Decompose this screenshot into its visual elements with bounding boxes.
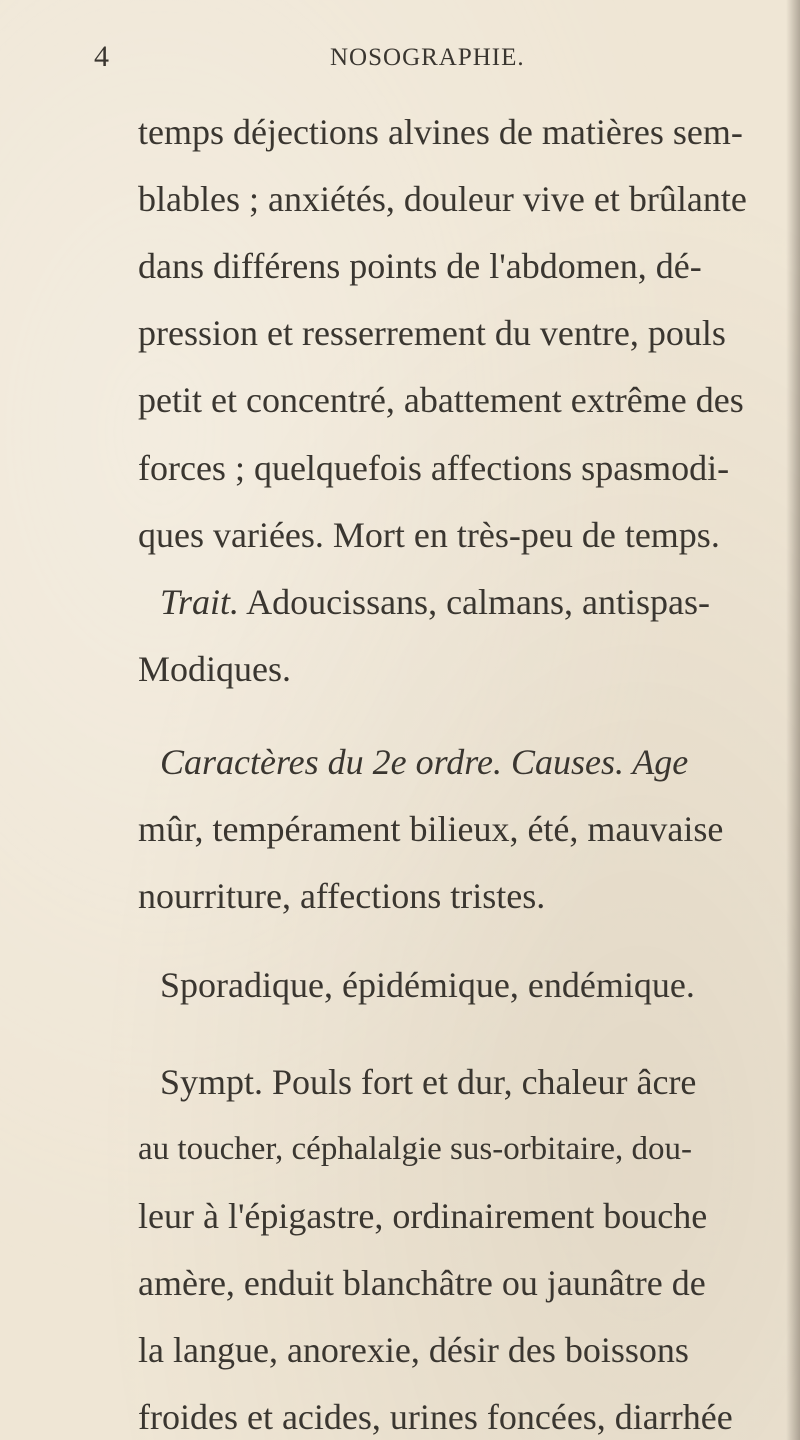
text-line: mûr, tempérament bilieux, été, mauvaise — [138, 809, 724, 849]
text-line: la langue, anorexie, désir des boissons — [138, 1330, 689, 1370]
treatment-text: Adoucissans, calmans, antispas- — [239, 582, 710, 622]
text-line: ques variées. Mort en très-peu de temps. — [138, 515, 720, 555]
page-number: 4 — [94, 40, 109, 73]
symptoms-line: Sympt. Pouls fort et dur, chaleur âcre — [160, 1062, 697, 1102]
text-line: leur à l'épigastre, ordinairement bouche — [138, 1196, 708, 1236]
text-line: blables ; anxiétés, douleur vive et brûlante — [138, 179, 747, 219]
text-line: au toucher, céphalalgie sus-orbitaire, dou- — [138, 1131, 692, 1167]
text-line: petit et concentré, abattement extrême des — [138, 380, 744, 420]
running-title: NOSOGRAPHIE. — [330, 44, 525, 71]
text-line: Sporadique, épidémique, endémique. — [160, 965, 695, 1005]
text-line: nourriture, affections tristes. — [138, 876, 546, 916]
treatment-label: Trait. — [160, 582, 240, 622]
text-line: dans différens points de l'abdomen, dé- — [138, 246, 702, 286]
text-line: pression et resserrement du ventre, pouls — [138, 313, 726, 353]
text-line: forces ; quelquefois affections spasmodi- — [138, 448, 730, 488]
text-line: froides et acides, urines foncées, diarrhée — [138, 1397, 733, 1437]
text-line: temps déjections alvines de matières sem- — [138, 112, 743, 152]
text-line: Modiques. — [138, 649, 291, 689]
section-heading-line: Caractères du 2e ordre. Causes. Age — [160, 742, 689, 782]
treatment-line — [160, 580, 800, 624]
text-line: amère, enduit blanchâtre ou jaunâtre de — [138, 1263, 706, 1303]
